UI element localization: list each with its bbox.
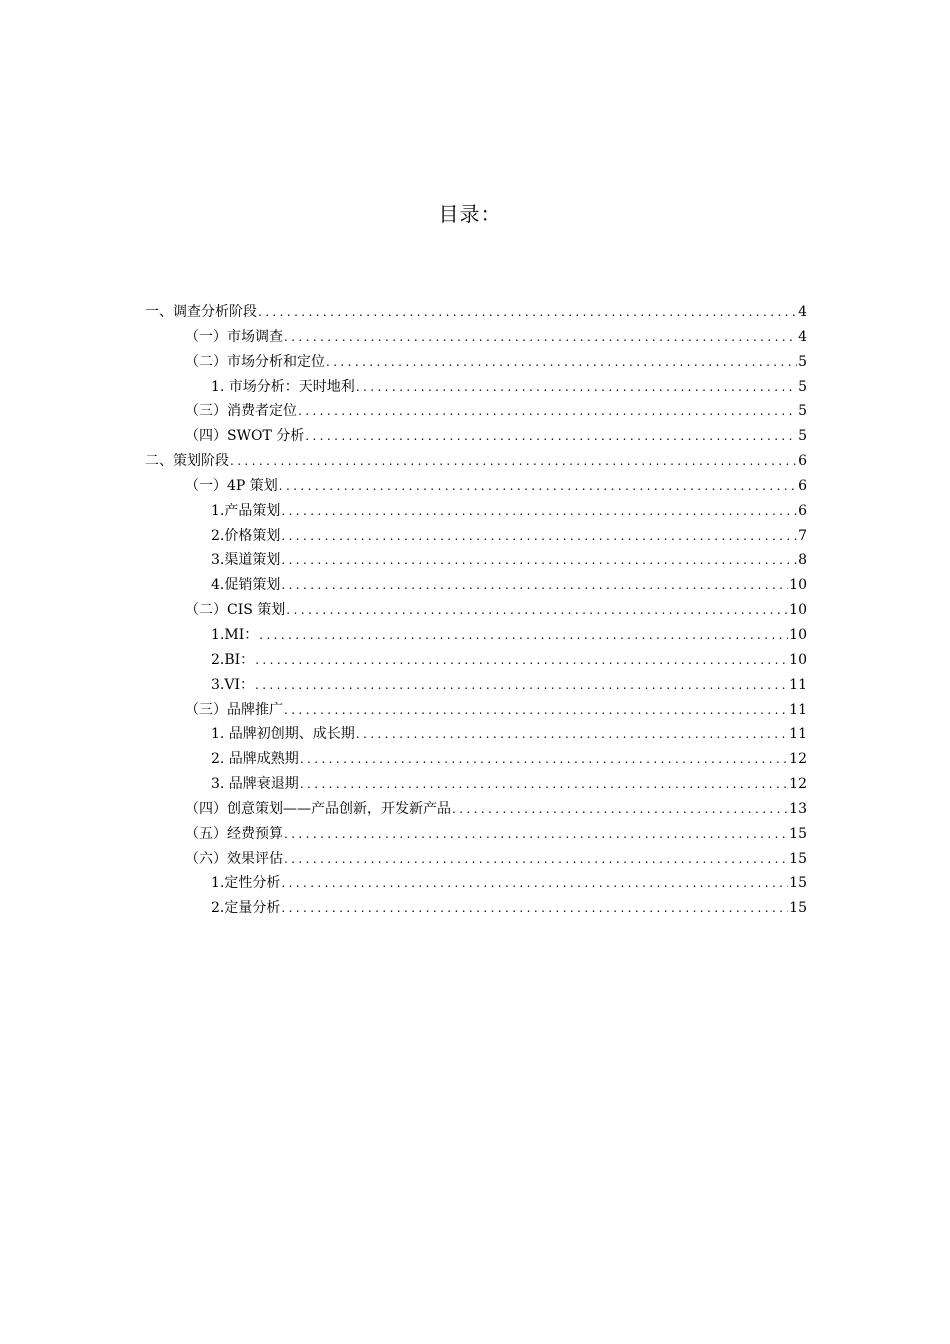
toc-leader-dots <box>300 772 788 797</box>
toc-entry-text: 1. 品牌初创期、成长期 <box>211 726 355 743</box>
toc-entry-text: （一）市场调查 <box>185 328 283 345</box>
toc-leader-dots <box>281 499 797 524</box>
toc-page-number: 12 <box>789 751 807 768</box>
toc-page-number: 8 <box>798 552 807 569</box>
toc-entry[interactable] <box>145 499 807 524</box>
toc-page-number: 6 <box>798 502 807 519</box>
toc-page-number: 6 <box>798 453 807 470</box>
toc-entry[interactable] <box>145 698 807 723</box>
toc-page-number: 12 <box>789 776 807 793</box>
toc-entry-text: （三）品牌推广 <box>185 701 283 718</box>
toc-leader-dots <box>356 375 797 400</box>
toc-entry[interactable] <box>145 847 807 872</box>
toc-entry-text: （五）经费预算 <box>185 825 283 842</box>
toc-leader-dots <box>305 424 797 449</box>
toc-entry[interactable] <box>145 797 807 822</box>
toc-page-number: 15 <box>789 900 807 917</box>
toc-leader-dots <box>259 623 788 648</box>
toc-page-number: 6 <box>798 477 807 494</box>
toc-leader-dots <box>255 673 788 698</box>
toc-entry-text: （六）效果评估 <box>185 850 283 867</box>
toc-entry-text: （四）SWOT 分析 <box>185 428 305 445</box>
toc-leader-dots <box>279 474 797 499</box>
toc-entry[interactable] <box>145 896 807 921</box>
toc-leader-dots <box>284 698 788 723</box>
toc-entry[interactable] <box>145 822 807 847</box>
toc-entry-text: 1.MI： <box>211 626 259 643</box>
toc-page-number: 5 <box>798 403 807 420</box>
toc-entry[interactable] <box>145 623 807 648</box>
toc-title: 目录： <box>438 202 502 226</box>
toc-page-number: 15 <box>789 850 807 867</box>
toc-leader-dots <box>284 325 797 350</box>
toc-entry-text: 2.价格策划 <box>211 527 281 544</box>
table-of-contents <box>145 300 807 921</box>
toc-leader-dots <box>255 648 788 673</box>
toc-page-number: 5 <box>798 428 807 445</box>
toc-entry[interactable] <box>145 474 807 499</box>
toc-leader-dots <box>281 871 788 896</box>
toc-entry-text: 2.定量分析 <box>211 900 281 917</box>
toc-leader-dots <box>230 449 797 474</box>
toc-entry[interactable] <box>145 648 807 673</box>
toc-page-number: 7 <box>798 527 807 544</box>
toc-leader-dots <box>284 822 788 847</box>
toc-entry[interactable] <box>145 772 807 797</box>
toc-leader-dots <box>356 722 788 747</box>
toc-entry-text: 3.VI： <box>211 676 254 693</box>
toc-entry-text: （二）CIS 策划 <box>185 602 286 619</box>
toc-leader-dots <box>281 573 788 598</box>
toc-entry[interactable] <box>145 673 807 698</box>
toc-leader-dots <box>286 598 788 623</box>
toc-page-number: 5 <box>798 353 807 370</box>
toc-entry-text: （四）创意策划——产品创新，开发新产品 <box>185 800 451 817</box>
toc-page-number: 4 <box>798 328 807 345</box>
toc-entry[interactable] <box>145 573 807 598</box>
toc-page-number: 10 <box>789 626 807 643</box>
toc-leader-dots <box>281 524 797 549</box>
toc-entry[interactable] <box>145 399 807 424</box>
toc-leader-dots <box>326 350 797 375</box>
toc-leader-dots <box>281 896 788 921</box>
toc-page-number: 10 <box>789 602 807 619</box>
toc-entry-text: 2.BI： <box>211 651 255 668</box>
toc-leader-dots <box>284 847 788 872</box>
toc-entry[interactable] <box>145 548 807 573</box>
toc-leader-dots <box>452 797 788 822</box>
toc-page-number: 11 <box>789 726 807 743</box>
toc-entry[interactable] <box>145 598 807 623</box>
toc-entry[interactable] <box>145 325 807 350</box>
toc-entry-text: 1.定性分析 <box>211 875 281 892</box>
toc-entry-text: 4.促销策划 <box>211 577 281 594</box>
toc-entry-text: 一、调查分析阶段 <box>145 304 257 320</box>
toc-entry-text: 1. 市场分析：天时地利 <box>211 378 355 395</box>
toc-entry-text: 2. 品牌成熟期 <box>211 751 299 768</box>
toc-entry[interactable] <box>145 375 807 400</box>
toc-entry-text: 3.渠道策划 <box>211 552 281 569</box>
toc-page-number: 13 <box>789 800 807 817</box>
toc-entry-text: 二、策划阶段 <box>145 453 229 470</box>
toc-page-number: 5 <box>798 378 807 395</box>
toc-entry-text: （二）市场分析和定位 <box>185 353 325 370</box>
toc-entry[interactable] <box>145 350 807 375</box>
toc-entry-text: （一）4P 策划 <box>185 477 278 494</box>
toc-entry[interactable] <box>145 722 807 747</box>
toc-page-number: 11 <box>789 701 807 718</box>
toc-entry[interactable] <box>145 424 807 449</box>
toc-leader-dots <box>258 300 797 325</box>
toc-leader-dots <box>298 399 797 424</box>
toc-leader-dots <box>300 747 788 772</box>
toc-page-number: 4 <box>798 304 807 320</box>
toc-entry[interactable] <box>145 524 807 549</box>
toc-entry[interactable] <box>145 871 807 896</box>
toc-entry[interactable] <box>145 449 807 474</box>
toc-page-number: 15 <box>789 875 807 892</box>
toc-leader-dots <box>281 548 797 573</box>
toc-entry-text: （三）消费者定位 <box>185 403 297 420</box>
toc-page-number: 11 <box>789 676 807 693</box>
toc-entry[interactable] <box>145 747 807 772</box>
toc-entry[interactable] <box>145 300 807 325</box>
toc-page-number: 10 <box>789 577 807 594</box>
toc-page-number: 10 <box>789 651 807 668</box>
toc-page-number: 15 <box>789 825 807 842</box>
toc-entry-text: 3. 品牌衰退期 <box>211 776 299 793</box>
toc-entry-text: 1.产品策划 <box>211 502 281 519</box>
